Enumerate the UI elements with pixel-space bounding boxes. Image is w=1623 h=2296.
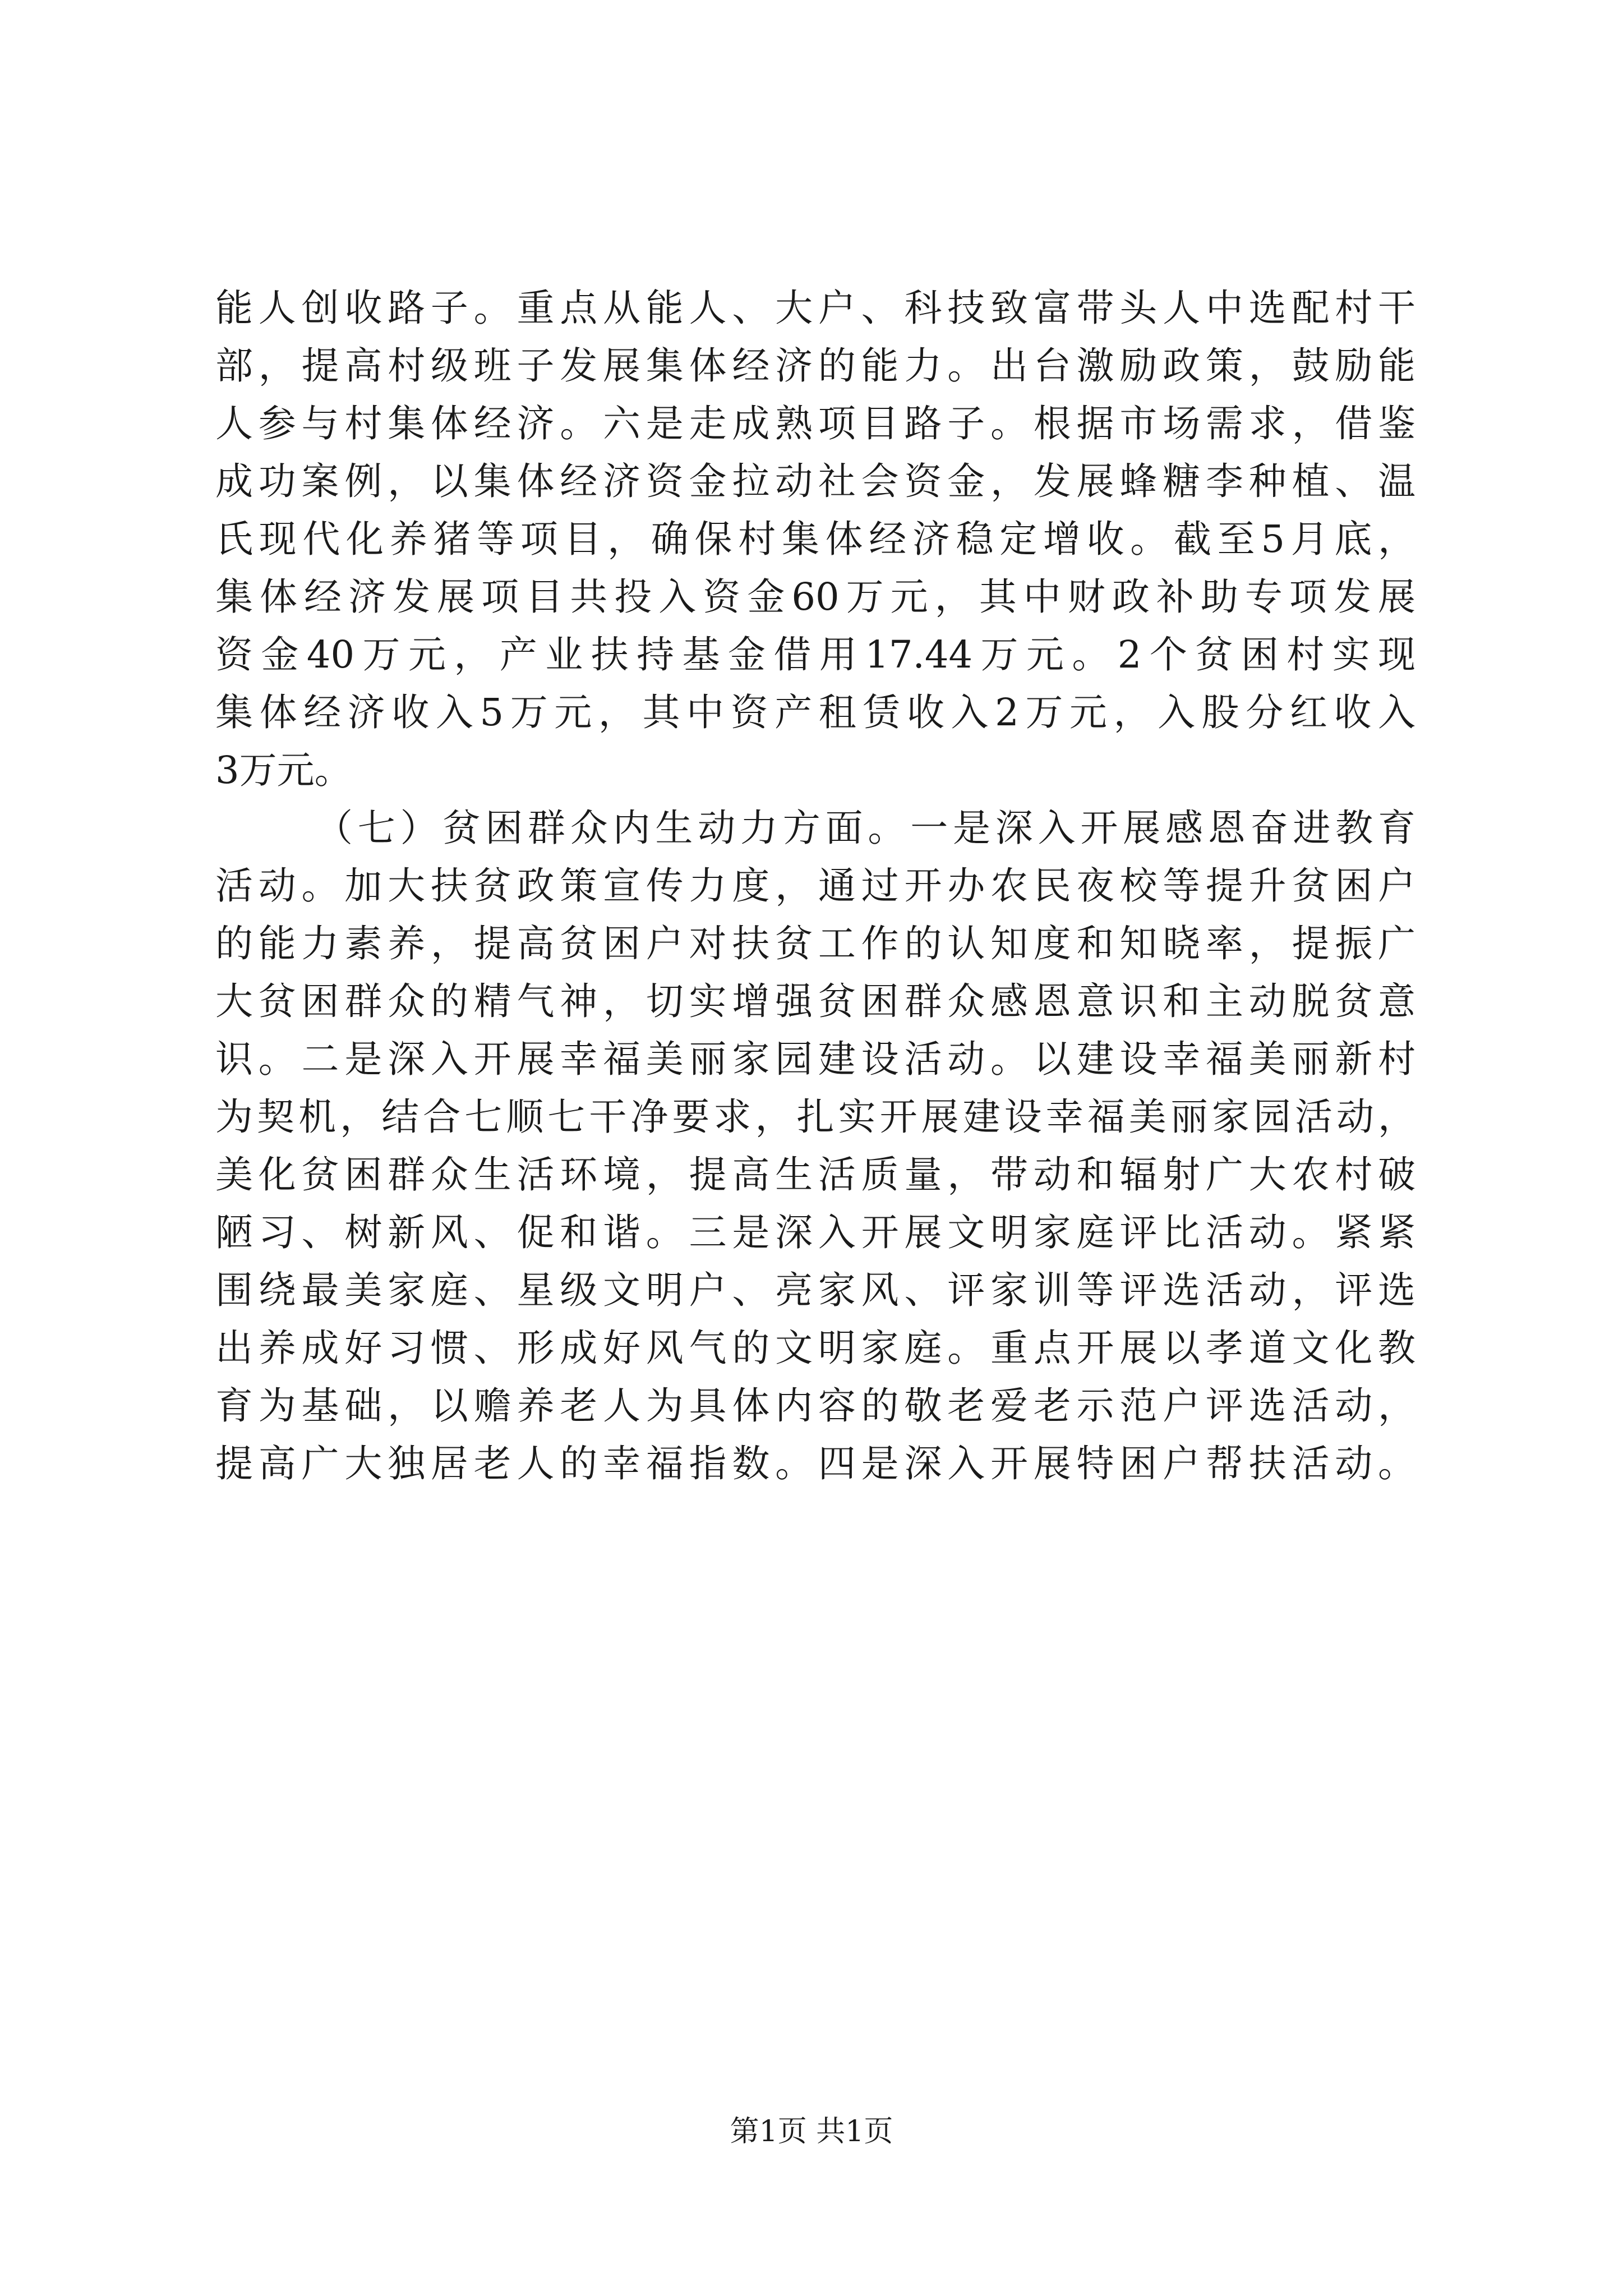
page-number-footer: 第1页 共1页 bbox=[730, 2115, 893, 2148]
text-line: 大贫困群众的精气神，切实增强贫困群众感恩意识和主动脱贫意 bbox=[215, 979, 1415, 1023]
section-heading-line: （七）贫困群众内生动力方面。一是深入开展感恩奋进教育 bbox=[315, 806, 1415, 850]
text-line: 识。二是深入开展幸福美丽家园建设活动。以建设幸福美丽新村 bbox=[215, 1037, 1415, 1081]
text-line: 能人创收路子。重点从能人、大户、科技致富带头人中选配村干 bbox=[215, 286, 1415, 330]
text-line: 资金40万元，产业扶持基金借用17.44万元。2个贫困村实现 bbox=[215, 633, 1415, 677]
text-line: 育为基础，以赡养老人为具体内容的敬老爱老示范户评选活动， bbox=[215, 1384, 1415, 1428]
text-line: 部，提高村级班子发展集体经济的能力。出台激励政策，鼓励能 bbox=[215, 344, 1415, 388]
text-line: 集体经济发展项目共投入资金60万元，其中财政补助专项发展 bbox=[215, 575, 1415, 619]
text-line: 美化贫困群众生活环境，提高生活质量，带动和辐射广大农村破 bbox=[215, 1153, 1415, 1197]
text-line: 提高广大独居老人的幸福指数。四是深入开展特困户帮扶活动。 bbox=[215, 1442, 1415, 1485]
text-line: 氏现代化养猪等项目，确保村集体经济稳定增收。截至5月底， bbox=[215, 517, 1415, 561]
text-line: 成功案例，以集体经济资金拉动社会资金，发展蜂糖李种植、温 bbox=[215, 459, 1415, 503]
text-line: 出养成好习惯、形成好风气的文明家庭。重点开展以孝道文化教 bbox=[215, 1326, 1415, 1370]
text-line: 围绕最美家庭、星级文明户、亮家风、评家训等评选活动，评选 bbox=[215, 1268, 1415, 1312]
text-line: 活动。加大扶贫政策宣传力度，通过开办农民夜校等提升贫困户 bbox=[215, 864, 1415, 908]
text-line: 的能力素养，提高贫困户对扶贫工作的认知度和知晓率，提振广 bbox=[215, 922, 1415, 965]
body-text bbox=[215, 279, 1415, 1493]
text-line: 人参与村集体经济。六是走成熟项目路子。根据市场需求，借鉴 bbox=[215, 402, 1415, 445]
text-line: 3万元。 bbox=[215, 748, 352, 792]
text-line: 集体经济收入5万元，其中资产租赁收入2万元，入股分红收入 bbox=[215, 691, 1415, 734]
text-line: 陋习、树新风、促和谐。三是深入开展文明家庭评比活动。紧紧 bbox=[215, 1211, 1415, 1254]
text-line: 为契机，结合七顺七干净要求，扎实开展建设幸福美丽家园活动， bbox=[215, 1095, 1415, 1139]
